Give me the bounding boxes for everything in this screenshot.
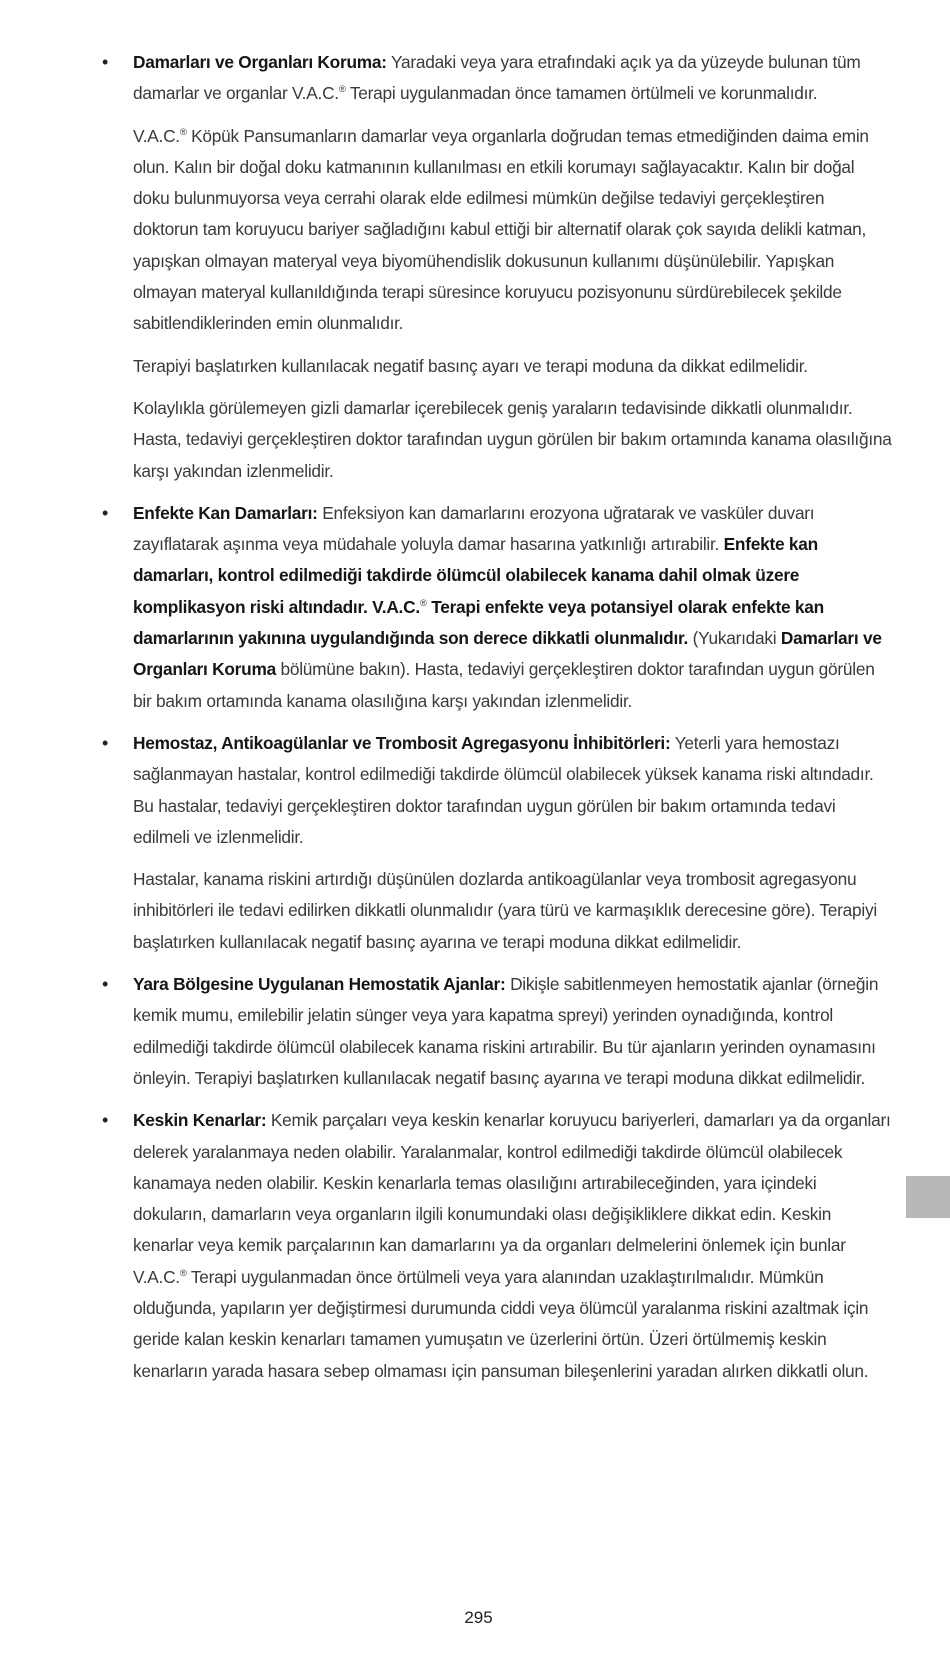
- registered-mark: ®: [338, 84, 346, 96]
- warning-text: Terapi enfekte veya potansiyel olarak enfekte kan damarlarının yakınına uygulandığında son derece dikkatli olunmalıdır.: [133, 596, 824, 649]
- paragraph-text: Terapi uygulanmadan önce örtülmeli veya yara alanından uzaklaştırılmalıdır. Mümkün olduğunda, yapıların yer değiştirmesi durumunda ciddi veya ölümcül yaralanma riskini azaltmak için geride kalan keskin kenarları tamamen yumuşatın ve üzerlerini örtün. Üzeri örtülmemiş keskin kenarların yarada hasara sebep olmaması için pansuman bileşenlerini yaradan alırken dikkatli olun.: [133, 1266, 869, 1381]
- document-body: [102, 47, 893, 1398]
- paragraph: [133, 728, 893, 853]
- bullet-dot: •: [102, 502, 109, 523]
- side-tab-marker: [906, 1176, 950, 1218]
- bullet-dot: •: [102, 52, 109, 72]
- paragraph-text: Yeterli yara hemostazı sağlanmayan hastalar, kontrol edilmediği takdirde ölümcül olabilecek yüksek kanama riski altındadır. Bu hastalar, tedaviyi gerçekleştiren doktor tarafından uygun görülen bir bakım ortamında tedavi edilmeli ve izlenmelidir.: [133, 732, 874, 847]
- cross-reference: Damarları ve Organları Koruma: [133, 628, 882, 680]
- registered-mark: ®: [179, 1267, 187, 1279]
- section-heading: Keskin Kenarlar:: [133, 1110, 267, 1131]
- section-heading: Enfekte Kan Damarları:: [133, 502, 318, 523]
- paragraph: [133, 1105, 893, 1387]
- paragraph: Terapiyi başlatırken kullanılacak negatif basınç ayarı ve terapi moduna da dikkat edilmelidir.: [133, 355, 808, 376]
- paragraph-text: Yaradaki veya yara etrafındaki açık ya da yüzeyde bulunan tüm damarlar ve organlar V.A.C.: [133, 52, 861, 104]
- paragraph-text: (Yukarıdaki: [688, 628, 781, 649]
- registered-mark: ®: [179, 126, 187, 138]
- bullet-dot: •: [102, 974, 109, 995]
- section-heading: Hemostaz, Antikoagülanlar ve Trombosit Agregasyonu İnhibitörleri:: [133, 732, 671, 753]
- paragraph-text: bölümüne bakın). Hasta, tedaviyi gerçekleştiren doktor tarafından uygun görülen bir bakım ortamında kanama olasılığına karşı yakından izlenmelidir.: [133, 659, 875, 711]
- bullet-keskin-kenarlar: [102, 1105, 893, 1387]
- warning-text: Enfekte kan damarları, kontrol edilmediği takdirde ölümcül olabilecek kanama dahil olmak üzere komplikasyon riski altındadır. V.A.C.: [133, 534, 818, 617]
- bullet-hemostatik-ajanlar: [102, 969, 893, 1094]
- registered-mark: ®: [419, 597, 427, 609]
- paragraph: [133, 47, 893, 110]
- section-heading: Yara Bölgesine Uygulanan Hemostatik Ajanlar:: [133, 974, 506, 995]
- paragraph: Hastalar, kanama riskini artırdığı düşünülen dozlarda antikoagülanlar veya trombosit agregasyonu inhibitörleri ile tedavi edilirken dikkatli olunmalıdır (yara türü ve karmaşıklık derecesine göre). Terapiyi başlatırken kullanılacak negatif basınç ayarına ve terapi moduna dikkat edilmelidir.: [133, 869, 877, 952]
- paragraph-text: Enfeksiyon kan damarlarını erozyona uğratarak ve vasküler duvarı zayıflatarak aşınma veya müdahale yoluyla damar hasarına yatkınlığı artırabilir.: [133, 502, 815, 555]
- paragraph-text: Köpük Pansumanların damarlar veya organlarla doğrudan temas etmediğinden daima emin olun. Kalın bir doğal doku katmanının kullanılması en etkili korumayı sağlayacaktır. Kalın bir doğal doku bulunmuyorsa veya cerrahi olarak elde edilmesi mümkün değilse tedaviyi gerçekleştiren doktorun tam koruyucu bariyer sağladığını kabul ettiği bir alternatif olarak çok sayıda delikli katman, yapışkan olmayan materyal veya biyomühendislik dokusunun kullanımı düşünülebilir. Yapışkan olmayan materyal kullanıldığında terapi süresince koruyucu pozisyonunu sürdürebilecek şekilde sabitlendiklerinden emin olunmalıdır.: [133, 125, 869, 334]
- paragraph-text: V.A.C.: [133, 125, 180, 146]
- paragraph: [133, 969, 893, 1094]
- page-number: 295: [464, 1608, 493, 1627]
- paragraph: Kolaylıkla görülemeyen gizli damarlar içerebilecek geniş yaraların tedavisinde dikkatli olunmalıdır. Hasta, tedaviyi gerçekleştiren doktor tarafından uygun görülen bir bakım ortamında kanama olasılığına karşı yakından izlenmelidir.: [133, 397, 892, 481]
- bullet-dot: •: [102, 732, 109, 753]
- paragraph-text: Terapi uygulanmadan önce tamamen örtülmeli ve korunmalıdır.: [345, 83, 818, 104]
- paragraph-text: Dikişle sabitlenmeyen hemostatik ajanlar (örneğin kemik mumu, emilebilir jelatin sünger veya yara kapatma spreyi) yerinden oynadığında, kontrol edilmediği takdirde ölümcül olabilecek kanama riskini artırabilir. Bu tür ajanların yerinden oynamasını önleyin. Terapiyi başlatırken kullanılacak negatif basınç ayarına ve terapi moduna dikkat edilmelidir.: [133, 974, 879, 1088]
- bullet-dot: •: [102, 1110, 109, 1131]
- section-heading: Damarları ve Organları Koruma:: [133, 52, 387, 72]
- paragraph: [133, 121, 893, 340]
- bullet-enfekte-kan-damarlari: [102, 498, 893, 717]
- bullet-hemostaz: [102, 728, 893, 958]
- bullet-damarlar-organlar: [102, 47, 893, 487]
- paragraph: [133, 498, 893, 717]
- paragraph-text: Kemik parçaları veya keskin kenarlar koruyucu bariyerleri, damarları ya da organları delerek yaralanmaya neden olabilir. Yaralanmalar, kontrol edilmediği takdirde ölümcül olabilecek kanamaya neden olabilir. Keskin kenarlarla temas olasılığını artırabileceğinden, yara içindeki dokuların, damarların veya organların ilgili konumundaki olası değişikliklere dikkat edin. Keskin kenarlar veya kemik parçalarının kan damarlarını ya da organları delmelerini önlemek için bunlar V.A.C.: [133, 1110, 891, 1287]
